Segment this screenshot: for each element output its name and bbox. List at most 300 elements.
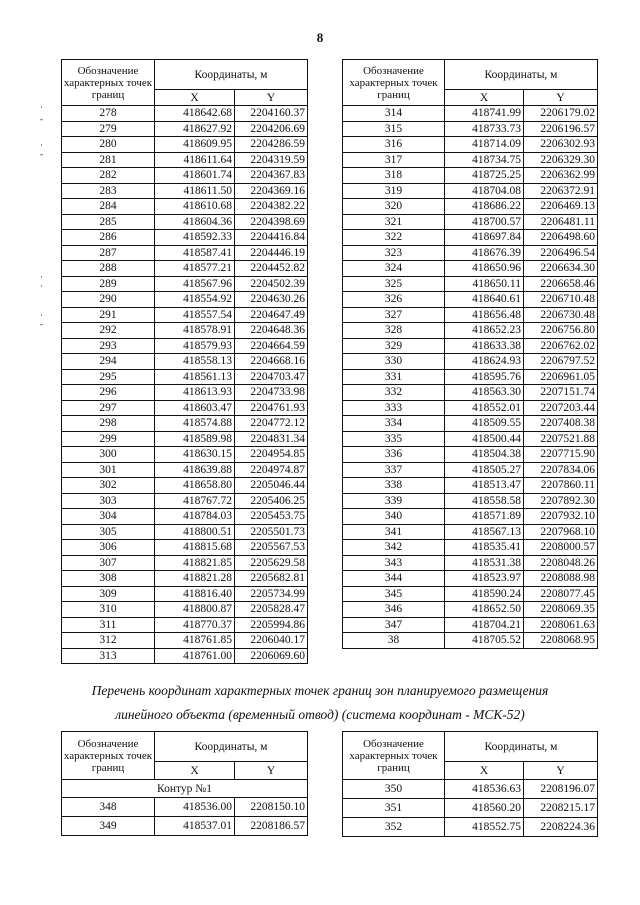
y-cell: 2206372.91: [524, 183, 598, 199]
point-cell: 38: [343, 633, 445, 649]
x-cell: 418821.28: [155, 571, 235, 587]
x-cell: 418627.92: [155, 121, 235, 137]
table-row: [343, 431, 598, 447]
y-cell: 2206496.54: [524, 245, 598, 261]
temporary-allotment-table-right: [342, 731, 598, 837]
y-cell: 2204416.84: [235, 230, 308, 246]
margin-mark: ·: [40, 310, 43, 320]
y-cell: 2204772.12: [235, 416, 308, 432]
y-cell: 2205828.47: [235, 602, 308, 618]
y-cell: 2206469.13: [524, 199, 598, 215]
x-cell: 418571.89: [445, 509, 524, 525]
point-cell: 338: [343, 478, 445, 494]
table-row: [62, 447, 308, 463]
table-row: [343, 385, 598, 401]
point-cell: 329: [343, 338, 445, 354]
table-row: [62, 798, 308, 817]
margin-mark: ·: [40, 102, 43, 112]
table-row: [62, 524, 308, 540]
table-row: [62, 106, 308, 122]
table-row: [343, 780, 598, 799]
table-row: [343, 818, 598, 837]
x-cell: 418567.13: [445, 524, 524, 540]
x-cell: 418733.73: [445, 121, 524, 137]
table-row: [343, 602, 598, 618]
x-cell: 418592.33: [155, 230, 235, 246]
table-row: [62, 431, 308, 447]
table-row: [343, 478, 598, 494]
x-cell: 418633.38: [445, 338, 524, 354]
point-cell: 318: [343, 168, 445, 184]
y-cell: 2204733.98: [235, 385, 308, 401]
y-cell: 2206498.60: [524, 230, 598, 246]
x-cell: 418741.99: [445, 106, 524, 122]
point-cell: 324: [343, 261, 445, 277]
point-header: Обозначение характерных точек границ: [62, 60, 155, 106]
y-cell: 2208000.57: [524, 540, 598, 556]
coords-header: Координаты, м: [445, 732, 598, 762]
point-cell: 308: [62, 571, 155, 587]
y-cell: 2207860.11: [524, 478, 598, 494]
y-cell: 2204954.85: [235, 447, 308, 463]
x-cell: 418552.75: [445, 818, 524, 837]
point-cell: 323: [343, 245, 445, 261]
point-cell: 315: [343, 121, 445, 137]
point-cell: 322: [343, 230, 445, 246]
table-row: [343, 540, 598, 556]
table-row: [343, 245, 598, 261]
table-row: [343, 524, 598, 540]
table-row: [62, 385, 308, 401]
x-header: X: [155, 90, 235, 106]
point-cell: 332: [343, 385, 445, 401]
table-row: [343, 261, 598, 277]
y-cell: 2204206.69: [235, 121, 308, 137]
x-cell: 418705.52: [445, 633, 524, 649]
x-cell: 418816.40: [155, 586, 235, 602]
point-cell: 302: [62, 478, 155, 494]
point-cell: 286: [62, 230, 155, 246]
y-cell: 2206756.80: [524, 323, 598, 339]
x-cell: 418595.76: [445, 369, 524, 385]
table-row: [343, 369, 598, 385]
point-header: Обозначение характерных точек границ: [343, 60, 445, 106]
x-cell: 418574.88: [155, 416, 235, 432]
point-cell: 285: [62, 214, 155, 230]
point-cell: 284: [62, 199, 155, 215]
x-cell: 418650.96: [445, 261, 524, 277]
point-cell: 316: [343, 137, 445, 153]
y-cell: 2206730.48: [524, 307, 598, 323]
y-cell: 2208068.95: [524, 633, 598, 649]
x-cell: 418536.00: [155, 798, 235, 817]
x-cell: 418590.24: [445, 586, 524, 602]
point-cell: 304: [62, 509, 155, 525]
y-cell: 2208150.10: [235, 798, 308, 817]
table-row: [343, 462, 598, 478]
y-cell: 2207932.10: [524, 509, 598, 525]
y-cell: 2204630.26: [235, 292, 308, 308]
y-cell: 2204502.39: [235, 276, 308, 292]
point-cell: 326: [343, 292, 445, 308]
point-cell: 331: [343, 369, 445, 385]
table-row: [343, 168, 598, 184]
point-cell: 321: [343, 214, 445, 230]
table-row: [62, 199, 308, 215]
point-cell: 301: [62, 462, 155, 478]
table-row: [343, 230, 598, 246]
x-cell: 418624.93: [445, 354, 524, 370]
table-row: [62, 400, 308, 416]
table-row: [343, 152, 598, 168]
table-row: [62, 338, 308, 354]
table-row: [343, 292, 598, 308]
x-cell: 418609.95: [155, 137, 235, 153]
x-cell: 418554.92: [155, 292, 235, 308]
point-cell: 317: [343, 152, 445, 168]
table-row: [343, 617, 598, 633]
point-cell: 305: [62, 524, 155, 540]
table-row: [343, 307, 598, 323]
point-cell: 287: [62, 245, 155, 261]
x-cell: 418770.37: [155, 617, 235, 633]
x-cell: 418513.47: [445, 478, 524, 494]
table-row: [343, 571, 598, 587]
x-cell: 418784.03: [155, 509, 235, 525]
table-row: [343, 447, 598, 463]
y-cell: 2204319.59: [235, 152, 308, 168]
point-cell: 294: [62, 354, 155, 370]
point-cell: 333: [343, 400, 445, 416]
point-cell: 309: [62, 586, 155, 602]
table-row: [62, 478, 308, 494]
table-row: [343, 338, 598, 354]
point-cell: 342: [343, 540, 445, 556]
point-cell: 320: [343, 199, 445, 215]
y-cell: 2206302.93: [524, 137, 598, 153]
coordinates-table-right: [342, 59, 598, 649]
y-cell: 2206710.48: [524, 292, 598, 308]
y-cell: 2208077.45: [524, 586, 598, 602]
table-row: [62, 617, 308, 633]
x-cell: 418603.47: [155, 400, 235, 416]
table-row: [62, 276, 308, 292]
x-header: X: [155, 762, 235, 780]
y-cell: 2205501.73: [235, 524, 308, 540]
table-row: [62, 230, 308, 246]
y-cell: 2206040.17: [235, 633, 308, 649]
x-cell: 418704.21: [445, 617, 524, 633]
y-cell: 2205734.99: [235, 586, 308, 602]
table-row: [62, 245, 308, 261]
x-cell: 418821.85: [155, 555, 235, 571]
y-cell: 2206179.02: [524, 106, 598, 122]
table-row: [62, 540, 308, 556]
point-cell: 313: [62, 648, 155, 664]
y-cell: 2205453.75: [235, 509, 308, 525]
point-cell: 307: [62, 555, 155, 571]
table-row: [62, 369, 308, 385]
point-cell: 283: [62, 183, 155, 199]
x-cell: 418630.15: [155, 447, 235, 463]
y-cell: 2208224.36: [524, 818, 598, 837]
table-row: [343, 354, 598, 370]
y-cell: 2206069.60: [235, 648, 308, 664]
temporary-allotment-table-left: [61, 731, 308, 836]
y-cell: 2204286.59: [235, 137, 308, 153]
y-cell: 2207521.88: [524, 431, 598, 447]
margin-mark: -: [40, 319, 43, 329]
x-cell: 418560.20: [445, 799, 524, 818]
y-cell: 2207408.38: [524, 416, 598, 432]
x-cell: 418656.48: [445, 307, 524, 323]
y-cell: 2208186.57: [235, 817, 308, 836]
point-cell: 292: [62, 323, 155, 339]
x-cell: 418650.11: [445, 276, 524, 292]
x-cell: 418552.01: [445, 400, 524, 416]
point-cell: 290: [62, 292, 155, 308]
x-cell: 418537.01: [155, 817, 235, 836]
x-cell: 418714.09: [445, 137, 524, 153]
y-cell: 2204369.16: [235, 183, 308, 199]
table-row: [343, 183, 598, 199]
point-cell: 325: [343, 276, 445, 292]
y-cell: 2204831.34: [235, 431, 308, 447]
x-cell: 418578.91: [155, 323, 235, 339]
point-cell: 346: [343, 602, 445, 618]
x-cell: 418567.96: [155, 276, 235, 292]
point-cell: 298: [62, 416, 155, 432]
table-row: [343, 586, 598, 602]
point-cell: 297: [62, 400, 155, 416]
x-cell: 418579.93: [155, 338, 235, 354]
y-cell: 2205994.86: [235, 617, 308, 633]
x-cell: 418725.25: [445, 168, 524, 184]
y-cell: 2206329.30: [524, 152, 598, 168]
x-cell: 418611.50: [155, 183, 235, 199]
x-cell: 418561.13: [155, 369, 235, 385]
coords-header: Координаты, м: [445, 60, 598, 90]
y-cell: 2204452.82: [235, 261, 308, 277]
y-cell: 2204367.83: [235, 168, 308, 184]
table-row: [62, 817, 308, 836]
point-cell: 295: [62, 369, 155, 385]
point-cell: 303: [62, 493, 155, 509]
table-row: [62, 307, 308, 323]
y-cell: 2206961.05: [524, 369, 598, 385]
x-cell: 418535.41: [445, 540, 524, 556]
table-row: [343, 799, 598, 818]
point-cell: 348: [62, 798, 155, 817]
point-cell: 335: [343, 431, 445, 447]
point-cell: 312: [62, 633, 155, 649]
table-row: [343, 493, 598, 509]
y-cell: 2208088.98: [524, 571, 598, 587]
coords-header: Координаты, м: [155, 60, 308, 90]
x-cell: 418563.30: [445, 385, 524, 401]
page-number: 8: [316, 30, 324, 45]
caption-line-1: Перечень координат характерных точек границ зон планируемого размещения: [91, 683, 549, 698]
x-cell: 418642.68: [155, 106, 235, 122]
x-cell: 418601.74: [155, 168, 235, 184]
y-cell: 2205406.25: [235, 493, 308, 509]
point-cell: 278: [62, 106, 155, 122]
y-header: Y: [235, 90, 308, 106]
x-cell: 418610.68: [155, 199, 235, 215]
table-row: [343, 199, 598, 215]
table-row: [343, 509, 598, 525]
table-row: [62, 152, 308, 168]
point-cell: 293: [62, 338, 155, 354]
table-row: [343, 137, 598, 153]
x-cell: 418686.22: [445, 199, 524, 215]
x-cell: 418800.51: [155, 524, 235, 540]
table-row: [343, 323, 598, 339]
y-cell: 2205682.81: [235, 571, 308, 587]
y-cell: 2206481.11: [524, 214, 598, 230]
coords-header: Координаты, м: [155, 732, 308, 762]
margin-mark: ·: [40, 281, 43, 291]
table-row: [62, 416, 308, 432]
table-row: [62, 509, 308, 525]
y-cell: 2207968.10: [524, 524, 598, 540]
table-row: [62, 261, 308, 277]
point-cell: 343: [343, 555, 445, 571]
point-cell: 350: [343, 780, 445, 799]
y-header: Y: [524, 762, 598, 780]
y-cell: 2205567.53: [235, 540, 308, 556]
caption-line-2: линейного объекта (временный отвод) (система координат - МСК-52): [115, 707, 525, 722]
point-cell: 282: [62, 168, 155, 184]
y-cell: 2207715.90: [524, 447, 598, 463]
table-row: [62, 137, 308, 153]
y-cell: 2208061.63: [524, 617, 598, 633]
y-cell: 2204648.36: [235, 323, 308, 339]
y-cell: 2207151.74: [524, 385, 598, 401]
y-cell: 2207203.44: [524, 400, 598, 416]
point-cell: 337: [343, 462, 445, 478]
x-cell: 418536.63: [445, 780, 524, 799]
x-cell: 418700.57: [445, 214, 524, 230]
x-cell: 418761.00: [155, 648, 235, 664]
x-cell: 418557.54: [155, 307, 235, 323]
x-cell: 418509.55: [445, 416, 524, 432]
table-row: [62, 633, 308, 649]
table-row: [343, 106, 598, 122]
x-cell: 418761.85: [155, 633, 235, 649]
y-cell: 2207892.30: [524, 493, 598, 509]
y-cell: 2206362.99: [524, 168, 598, 184]
point-cell: 319: [343, 183, 445, 199]
y-cell: 2204382.22: [235, 199, 308, 215]
x-cell: 418613.93: [155, 385, 235, 401]
x-cell: 418611.64: [155, 152, 235, 168]
y-cell: 2206762.02: [524, 338, 598, 354]
point-cell: 339: [343, 493, 445, 509]
table-row: [62, 168, 308, 184]
x-cell: 418505.27: [445, 462, 524, 478]
x-cell: 418500.44: [445, 431, 524, 447]
y-cell: 2206196.57: [524, 121, 598, 137]
x-cell: 418640.61: [445, 292, 524, 308]
table-row: [343, 400, 598, 416]
table-row: [62, 586, 308, 602]
margin-mark: -: [40, 114, 43, 124]
x-cell: 418577.21: [155, 261, 235, 277]
point-header: Обозначение характерных точек границ: [343, 732, 445, 780]
y-cell: 2207834.06: [524, 462, 598, 478]
point-cell: 327: [343, 307, 445, 323]
point-cell: 351: [343, 799, 445, 818]
y-header: Y: [235, 762, 308, 780]
point-cell: 349: [62, 817, 155, 836]
x-header: X: [445, 762, 524, 780]
point-cell: 311: [62, 617, 155, 633]
x-cell: 418658.80: [155, 478, 235, 494]
point-cell: 345: [343, 586, 445, 602]
margin-mark: -: [40, 149, 43, 159]
point-cell: 344: [343, 571, 445, 587]
y-cell: 2204398.69: [235, 214, 308, 230]
point-cell: 314: [343, 106, 445, 122]
y-cell: 2208196.07: [524, 780, 598, 799]
table-row: [62, 648, 308, 664]
point-cell: 310: [62, 602, 155, 618]
table-row: [62, 121, 308, 137]
point-cell: 299: [62, 431, 155, 447]
x-cell: 418815.68: [155, 540, 235, 556]
y-cell: 2206634.30: [524, 261, 598, 277]
x-cell: 418704.08: [445, 183, 524, 199]
y-cell: 2208048.26: [524, 555, 598, 571]
x-cell: 418652.23: [445, 323, 524, 339]
y-cell: 2204668.16: [235, 354, 308, 370]
x-cell: 418800.87: [155, 602, 235, 618]
point-cell: 300: [62, 447, 155, 463]
x-cell: 418734.75: [445, 152, 524, 168]
y-cell: 2204647.49: [235, 307, 308, 323]
y-cell: 2206797.52: [524, 354, 598, 370]
x-cell: 418639.88: [155, 462, 235, 478]
point-cell: 291: [62, 307, 155, 323]
point-header: Обозначение характерных точек границ: [62, 732, 155, 780]
y-cell: 2204446.19: [235, 245, 308, 261]
point-cell: 341: [343, 524, 445, 540]
x-cell: 418558.13: [155, 354, 235, 370]
table-row: [62, 555, 308, 571]
y-header: Y: [524, 90, 598, 106]
y-cell: 2204160.37: [235, 106, 308, 122]
y-cell: 2205046.44: [235, 478, 308, 494]
x-cell: 418697.84: [445, 230, 524, 246]
point-cell: 280: [62, 137, 155, 153]
point-cell: 306: [62, 540, 155, 556]
point-cell: 288: [62, 261, 155, 277]
table-row: [343, 633, 598, 649]
point-cell: 281: [62, 152, 155, 168]
point-cell: 296: [62, 385, 155, 401]
point-cell: 289: [62, 276, 155, 292]
margin-mark: ·: [40, 272, 43, 282]
y-cell: 2206658.46: [524, 276, 598, 292]
point-cell: 330: [343, 354, 445, 370]
x-cell: 418589.98: [155, 431, 235, 447]
table-row: [62, 493, 308, 509]
contour-label: Контур №1: [62, 780, 308, 798]
x-cell: 418676.39: [445, 245, 524, 261]
x-cell: 418523.97: [445, 571, 524, 587]
table-row: [343, 416, 598, 432]
